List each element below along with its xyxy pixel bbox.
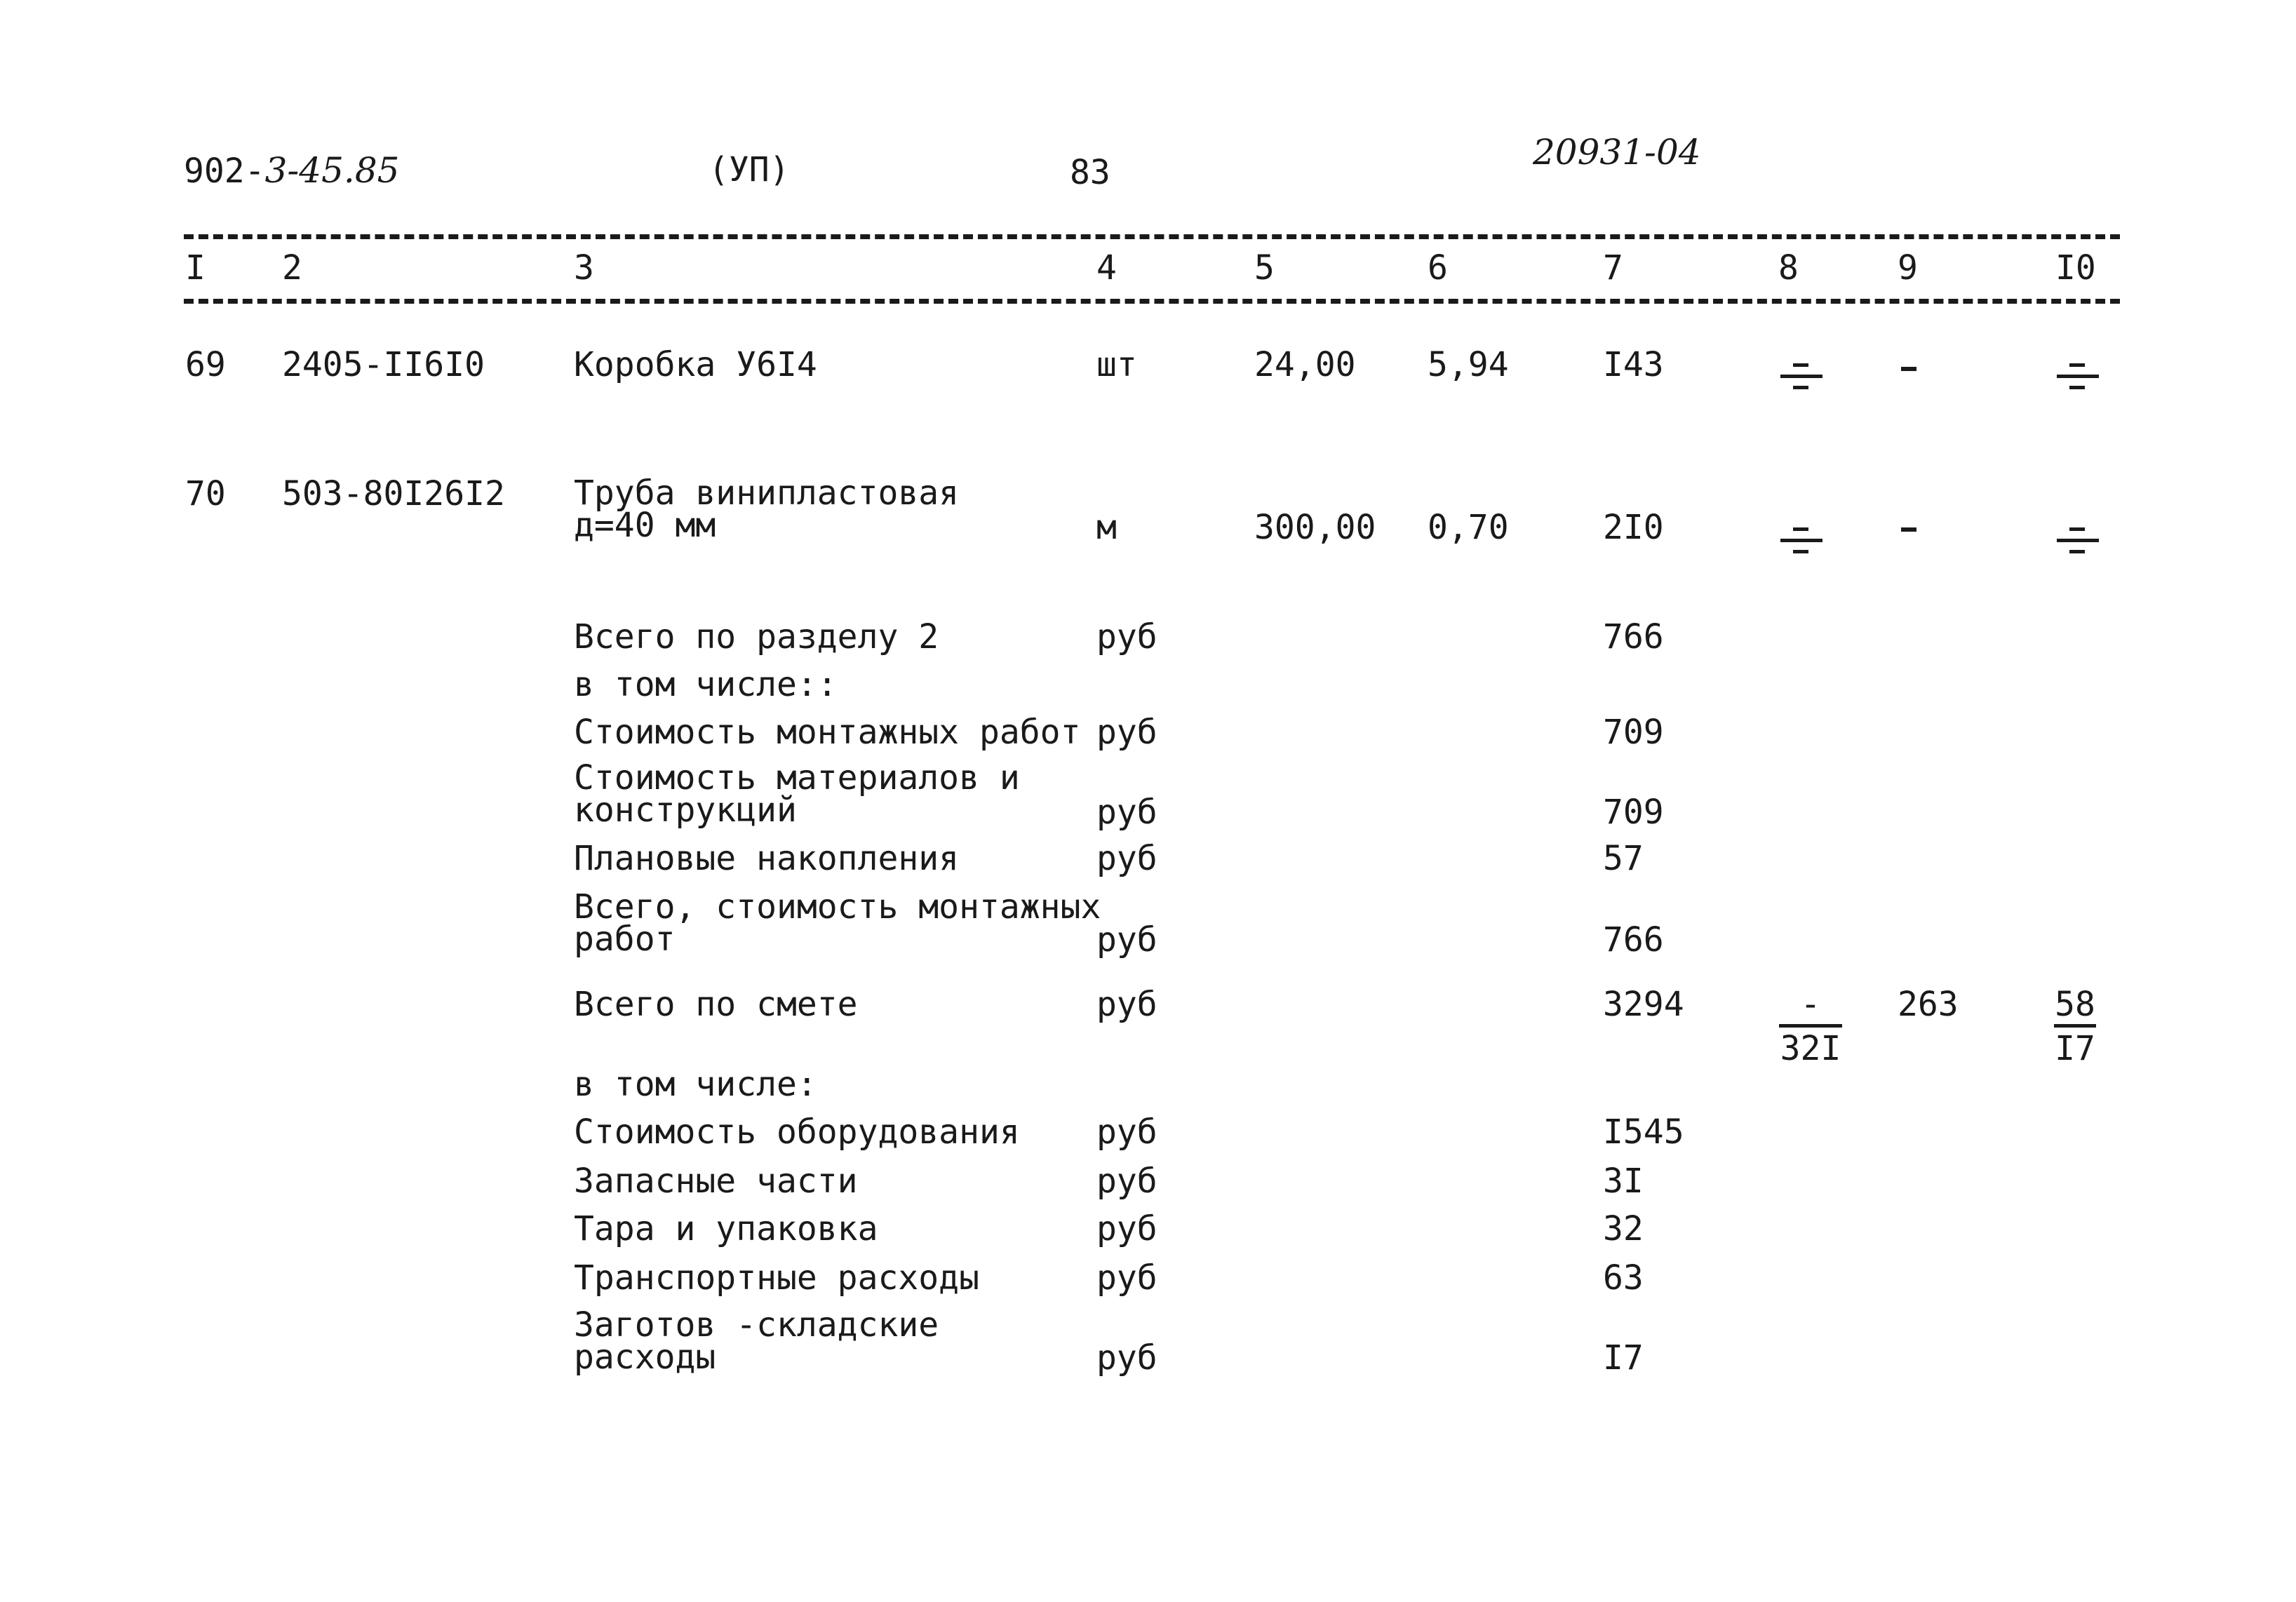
dash-mark (1901, 367, 1916, 371)
page-number: 83 (1070, 153, 1110, 192)
row-number: 70 (185, 474, 226, 513)
document-code (184, 150, 400, 191)
item-name: Труба винипластовая д=40 мм (574, 473, 960, 545)
column-header-4: 4 (1096, 248, 1117, 288)
column-header-1: I (185, 248, 206, 288)
item-unit-price: 5,94 (1428, 345, 1509, 384)
summary-unit: руб (1096, 985, 1157, 1024)
summary-value: 709 (1603, 713, 1664, 752)
summary-unit: руб (1096, 920, 1157, 960)
item-quantity: 300,00 (1254, 508, 1376, 547)
row-number: 69 (185, 345, 226, 384)
item-quantity: 24,00 (1254, 345, 1356, 384)
summary-label: Стоимость монтажных работ (574, 713, 1081, 752)
summary-label: Стоимость материалов и конструкций (574, 758, 1020, 830)
summary-value: 32 (1603, 1209, 1644, 1248)
summary-label: Всего по разделу 2 (574, 617, 939, 657)
ditto-mark (2057, 527, 2099, 558)
ditto-mark (1780, 363, 1822, 394)
header-top-rule (184, 234, 2120, 239)
column-header-8: 8 (1778, 248, 1799, 288)
summary-value: 3294 (1603, 985, 1684, 1024)
summary-unit: руб (1096, 839, 1157, 878)
ditto-mark (2057, 363, 2099, 394)
item-unit: шт (1096, 345, 1137, 384)
summary-label: в том числе: (574, 1065, 817, 1104)
fraction-numerator: 58 (2054, 988, 2096, 1028)
summary-unit: руб (1096, 1112, 1157, 1152)
item-name: Коробка У6I4 (574, 345, 817, 384)
summary-value: 709 (1603, 793, 1664, 832)
dash-mark (1901, 527, 1916, 532)
summary-unit: руб (1096, 1338, 1157, 1378)
item-unit-price: 0,70 (1428, 508, 1509, 547)
item-unit: м (1096, 508, 1117, 547)
fraction-denominator: 32I (1780, 1029, 1841, 1068)
stage-label: (УП) (709, 150, 790, 189)
column-header-9: 9 (1898, 248, 1918, 288)
summary-label: в том числе:: (574, 665, 838, 704)
summary-unit: руб (1096, 1209, 1157, 1248)
column-header-7: 7 (1603, 248, 1623, 288)
summary-value: 3I (1603, 1162, 1644, 1201)
summary-value: 766 (1603, 617, 1664, 657)
summary-label: Плановые накопления (574, 839, 960, 878)
item-total: I43 (1603, 345, 1664, 384)
summary-label: Заготов -складские расходы (574, 1305, 939, 1377)
summary-value: 57 (1603, 839, 1644, 878)
document-code-handwritten: 3-45.85 (264, 150, 400, 191)
fraction-denominator: I7 (2055, 1029, 2095, 1068)
header-bottom-rule (184, 299, 2120, 304)
summary-unit: руб (1096, 1258, 1157, 1298)
document-code-printed: 902- (184, 152, 265, 191)
summary-label: Транспортные расходы (574, 1258, 979, 1298)
column-header-10: I0 (2055, 248, 2096, 288)
summary-value: I545 (1603, 1112, 1684, 1152)
summary-label: Всего по смете (574, 985, 858, 1024)
summary-label: Стоимость оборудования (574, 1112, 1020, 1152)
fraction-col-10 (2054, 985, 2096, 1068)
summary-value: I7 (1603, 1338, 1644, 1378)
column-header-3: 3 (574, 248, 594, 288)
summary-value: 766 (1603, 920, 1664, 960)
summary-label: Запасные части (574, 1162, 858, 1201)
summary-col-9: 263 (1898, 985, 1959, 1024)
summary-unit: руб (1096, 793, 1157, 832)
summary-label: Всего, стоимость монтажных работ (574, 887, 1101, 959)
item-code: 503-80I26I2 (282, 474, 505, 513)
fraction-col-8 (1779, 985, 1842, 1068)
column-header-2: 2 (282, 248, 302, 288)
summary-value: 63 (1603, 1258, 1644, 1298)
fraction-numerator: - (1779, 988, 1842, 1028)
item-code: 2405-II6I0 (282, 345, 485, 384)
summary-unit: руб (1096, 713, 1157, 752)
column-header-6: 6 (1428, 248, 1448, 288)
column-header-5: 5 (1254, 248, 1275, 288)
ditto-mark (1780, 527, 1822, 558)
summary-unit: руб (1096, 617, 1157, 657)
item-total: 2I0 (1603, 508, 1664, 547)
summary-label: Тара и упаковка (574, 1209, 878, 1248)
archive-number: 20931-04 (1533, 132, 1701, 173)
summary-unit: руб (1096, 1162, 1157, 1201)
